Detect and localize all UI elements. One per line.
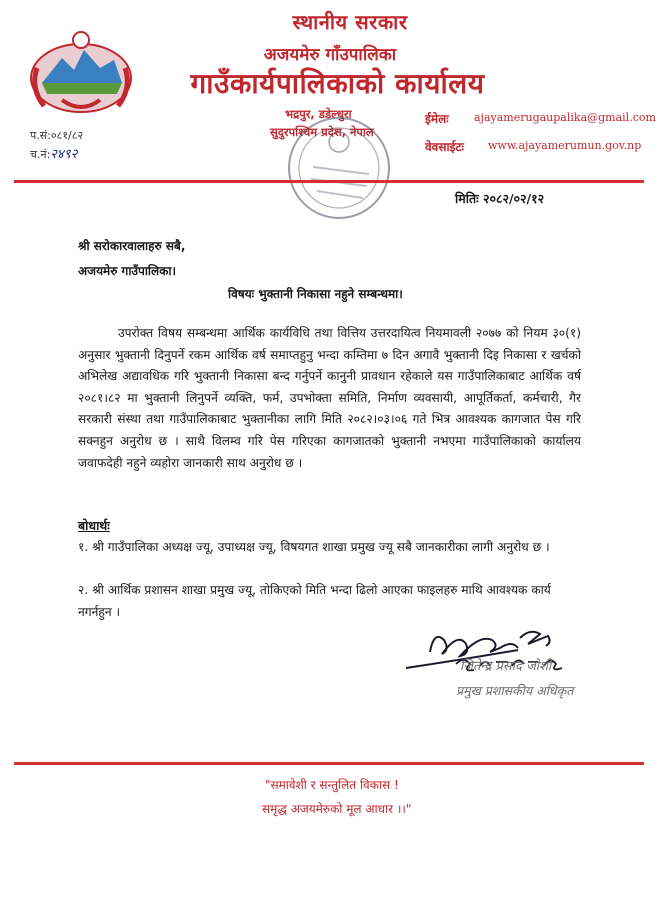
cc-item-1: १. श्री गाउँपालिका अध्यक्ष ज्यू, उपाध्यक्ष ज्यू, विषयगत शाखा प्रमुख ज्यू सबै जानकारीका लागी अनुरोध छ । xyxy=(78,540,550,554)
government-emblem-icon xyxy=(22,28,140,116)
address-line-2: सुदुरपश्चिम प्रदेश, नेपाल xyxy=(270,125,374,139)
chalani-label: च.नं: xyxy=(30,148,51,161)
recipient-line-2: अजयमेरु गाउँपालिका। xyxy=(78,264,177,278)
website-link[interactable]: www.ajayamerumun.gov.np xyxy=(488,139,642,152)
footer-slogan-2: समृद्ध अजयमेरुको मूल आधार ।।" xyxy=(262,802,412,816)
letter-date: मितिः २०८२/०२/१२ xyxy=(455,191,545,206)
header-line-2: अजयमेरु गाँउपालिका xyxy=(263,45,397,65)
office-stamp-icon xyxy=(283,112,395,224)
cc-title: बोधार्थः xyxy=(78,518,110,533)
address-line-1: भद्रपुर, डडेल्धुरा xyxy=(285,107,352,121)
recipient-line-1: श्री सरोकारवालाहरु सबै, xyxy=(78,239,186,253)
email-label: ईमेलः xyxy=(425,112,449,126)
patra-sankhya: प.सं:०८१/८२ xyxy=(30,129,84,142)
header-divider xyxy=(14,180,644,183)
header-office-title: गाउँकार्यपालिकाको कार्यालय xyxy=(190,67,485,100)
footer-slogan-1: "समावेशी र सन्तुलित विकास ! xyxy=(265,778,399,792)
website-label: वेवसाईटः xyxy=(425,140,464,154)
letter-body: उपरोक्त विषय सम्बन्धमा आर्थिक कार्यविधि तथा वित्तिय उत्तरदायित्व नियमावली २०७७ को नियम ३०(१) अनुसार भुक्तानी दिनुपर्ने रकम आर्थिक वर्ष समाप्तहुनु भन्दा कम्तिमा ७ दिन अगावै भुक्तानी दिइ निकासा र खर्चको अभिलेख अद्यावधिक गरि भुक्तानी निकासा बन्द गर्नुपर्ने कानुनी प्रावधान रहेकाले यस गाउँपालिकाबाट आर्थिक वर्ष २०८१।८२ मा भुक्तानी लिनुपर्ने व्यक्ति, फर्म, उपभोक्ता समिति, निर्माण व्यवसायी, आपूर्तिकर्ता, कर्मचारी, गैर सरकारी संस्था तथा गाउँपालिकाबाट भुक्तानीका लागि मिति २०८२।०३।०६ गते भित्र आवश्यक कागजात पेस गरि सक्नहुन अनुरोध छ । साथै विलम्व गरि पेस गरिएका कागजातको भुक्तानी नभएमा गाउँपालिकाको कार्यालय जवाफदेही नहुने व्यहोरा जानकारी साथ अनुरोध छ । xyxy=(78,326,581,470)
letter-subject: विषयः भुक्तानी निकासा नहुने सम्बन्धमा। xyxy=(228,287,403,301)
signatory-name: जितेन्द्र प्रसाद जोशी xyxy=(460,659,552,674)
signatory-designation: प्रमुख प्रशासकीय अधिकृत xyxy=(456,683,574,698)
email-link[interactable]: ajayamerugaupalika@gmail.com xyxy=(474,111,656,124)
cc-item-2: २. श्री आर्थिक प्रशासन शाखा प्रमुख ज्यू, तोकिएको मिति भन्दा ढिलो आएका फाइलहरु माथि आवश्यक कार्य नगर्नहुन । xyxy=(78,583,551,619)
chalani-value: २४९२ xyxy=(50,147,78,162)
chalani-number xyxy=(30,144,77,162)
header-line-1: स्थानीय सरकार xyxy=(292,10,408,34)
footer-divider xyxy=(14,762,644,765)
